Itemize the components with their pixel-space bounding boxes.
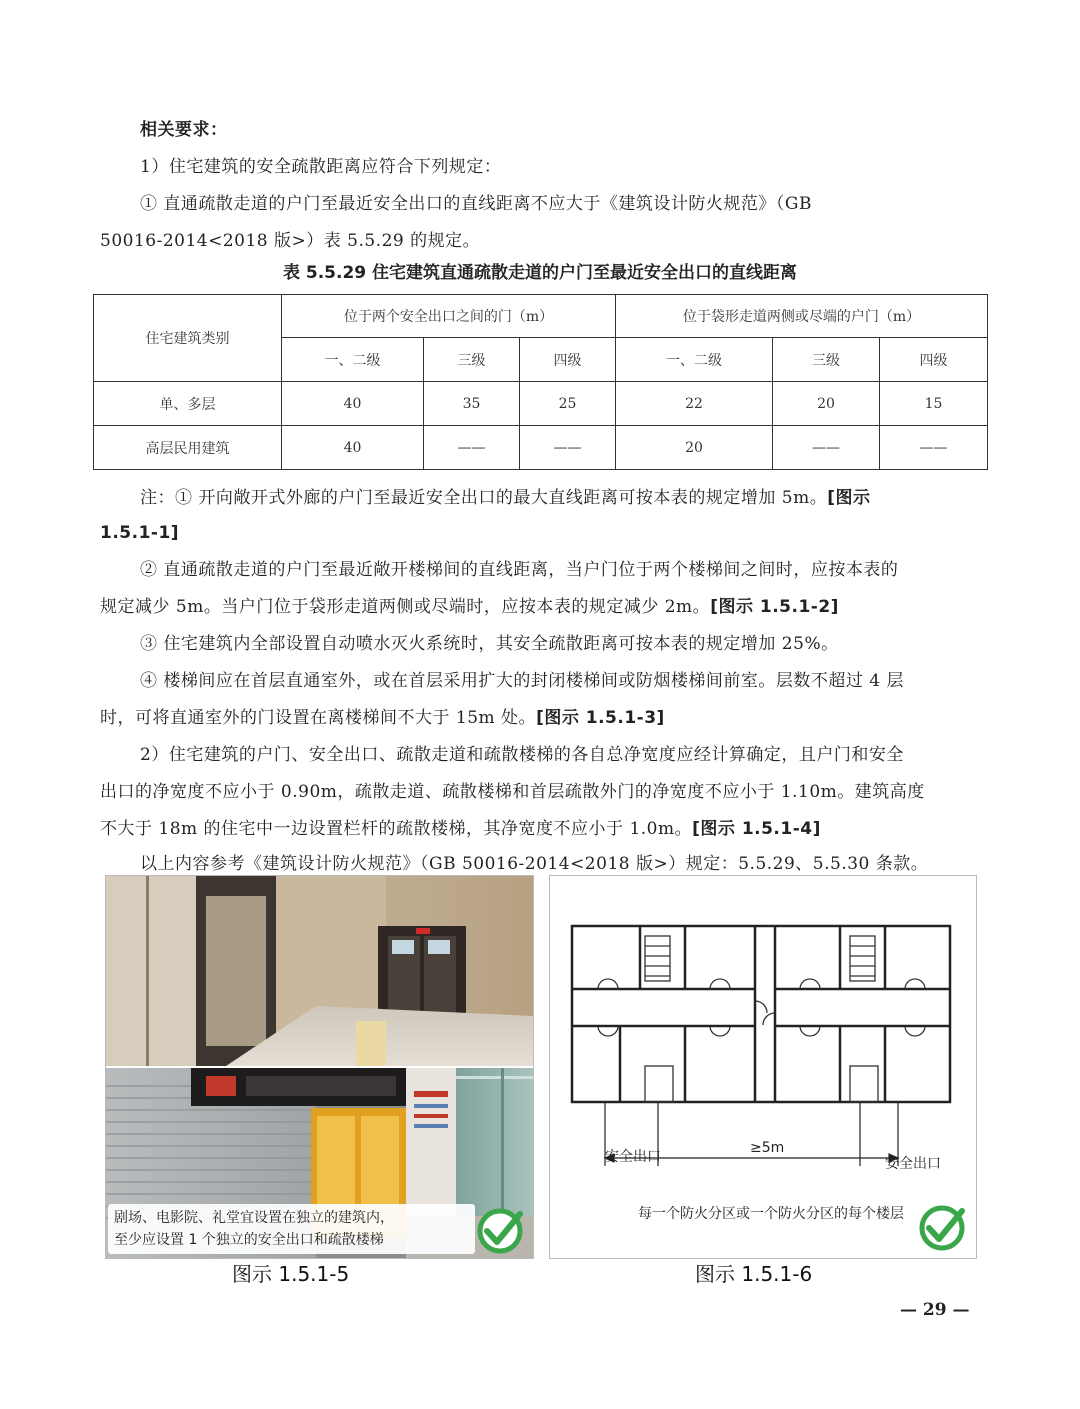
table-cell: 22: [616, 382, 773, 426]
table-cell: ——: [424, 426, 520, 470]
table-cell: ——: [773, 426, 880, 470]
top-photo: [106, 876, 533, 1066]
grade-header: 三级: [773, 338, 880, 382]
section-heading: 相关要求：: [140, 120, 228, 140]
requirement-2-line1: 2）住宅建筑的户门、安全出口、疏散走道和疏散楼梯的各自总净宽度应经计算确定，且户门和安全: [140, 745, 904, 765]
note-4-line2: [100, 700, 980, 737]
table-cell: ——: [520, 426, 616, 470]
requirement-1-sub1-line2: 50016-2014<2018 版>）表 5.5.29 的规定。: [100, 231, 481, 251]
header-between-exits: 位于两个安全出口之间的门（m）: [282, 295, 616, 338]
photo-annotation: [108, 1204, 475, 1254]
note-4-figure-ref: [图示 1.5.1-3]: [536, 708, 665, 728]
requirement-1-intro: 1）住宅建筑的安全疏散距离应符合下列规定：: [140, 157, 502, 177]
note-4-line1: ④ 楼梯间应在首层直通室外，或在首层采用扩大的封闭楼梯间或防烟楼梯间前室。层数不超过 4 层: [140, 671, 905, 691]
table-title: 表 5.5.29 住宅建筑直通疏散走道的户门至最近安全出口的直线距离: [282, 263, 798, 283]
note-2-line2: [100, 589, 980, 626]
grade-header: 四级: [520, 338, 616, 382]
photo-annotation-line2: 至少应设置 1 个独立的安全出口和疏散楼梯: [114, 1232, 384, 1248]
note-3: ③ 住宅建筑内全部设置自动喷水灭火系统时，其安全疏散距离可按本表的规定增加 25%。: [140, 634, 839, 654]
note-2-line1: ② 直通疏散走道的户门至最近敞开楼梯间的直线距离，当户门位于两个楼梯间之间时，应按本表的: [140, 560, 899, 580]
exit-label-left: 安全出口: [605, 1149, 661, 1165]
figure-right-caption: 图示 1.5.1-6: [695, 1262, 813, 1286]
note-1-figure-ref-start: [图示: [827, 488, 871, 508]
check-icon: [922, 1208, 962, 1248]
requirement-2-figure-ref: [图示 1.5.1-4]: [692, 819, 821, 839]
requirement-2-line2: 出口的净宽度不应小于 0.90m，疏散走道、疏散楼梯和首层疏散外门的净宽度不应小于 1.10m。建筑高度: [100, 782, 925, 802]
grade-header: 一、二级: [616, 338, 773, 382]
note-2-figure-ref: [图示 1.5.1-2]: [710, 597, 839, 617]
table-cell: 20: [616, 426, 773, 470]
requirement-1-sub1-line1: ① 直通疏散走道的户门至最近安全出口的直线距离不应大于《建筑设计防火规范》（GB: [140, 194, 812, 214]
requirement-2-text: 不大于 18m 的住宅中一边设置栏杆的疏散楼梯，其净宽度不应小于 1.0m。: [100, 819, 693, 839]
note-1-text: 注：① 开向敞开式外廊的户门至最近安全出口的最大直线距离可按本表的规定增加 5m。: [140, 488, 828, 508]
table-cell: 35: [424, 382, 520, 426]
figure-floor-plan: [549, 875, 977, 1259]
grade-header: 一、二级: [282, 338, 424, 382]
grade-header: 四级: [880, 338, 988, 382]
header-dead-end: 位于袋形走道两侧或尽端的户门（m）: [616, 295, 988, 338]
photo-annotation-line1: 剧场、电影院、礼堂宜设置在独立的建筑内，: [114, 1210, 394, 1226]
check-icon: [480, 1211, 520, 1251]
note-1-line1: [100, 480, 980, 517]
table-row: [94, 382, 988, 426]
row-category: 单、多层: [94, 382, 282, 426]
table-cell: 40: [282, 426, 424, 470]
photo-collage: [106, 876, 533, 1258]
requirement-2-line3: [100, 811, 980, 848]
exit-label-right: 安全出口: [885, 1156, 941, 1172]
grade-header: 三级: [424, 338, 520, 382]
table-row: [94, 426, 988, 470]
table-cell: 20: [773, 382, 880, 426]
figure-photos: [105, 875, 534, 1259]
table-cell: 40: [282, 382, 424, 426]
evacuation-distance-table: [93, 294, 988, 470]
page-number: — 29 —: [900, 1300, 970, 1320]
distance-label: ≥5m: [750, 1140, 785, 1156]
plan-bottom-note: 每一个防火分区或一个防火分区的每个楼层: [638, 1206, 904, 1222]
note-1-figure-ref-end: 1.5.1-1]: [100, 523, 180, 543]
figure-left-caption: 图示 1.5.1-5: [232, 1262, 350, 1286]
floor-plan-drawing: [550, 876, 976, 1258]
table-cell: 15: [880, 382, 988, 426]
table-cell: 25: [520, 382, 616, 426]
table-cell: ——: [880, 426, 988, 470]
note-4-text: 时，可将直通室外的门设置在离楼梯间不大于 15m 处。: [100, 708, 537, 728]
reference-line: 以上内容参考《建筑设计防火规范》（GB 50016-2014<2018 版>）规定：5.5.29、5.5.30 条款。: [140, 854, 929, 874]
row-category: 高层民用建筑: [94, 426, 282, 470]
note-2-text: 规定减少 5m。当户门位于袋形走道两侧或尽端时，应按本表的规定减少 2m。: [100, 597, 711, 617]
header-category: 住宅建筑类别: [94, 295, 282, 382]
